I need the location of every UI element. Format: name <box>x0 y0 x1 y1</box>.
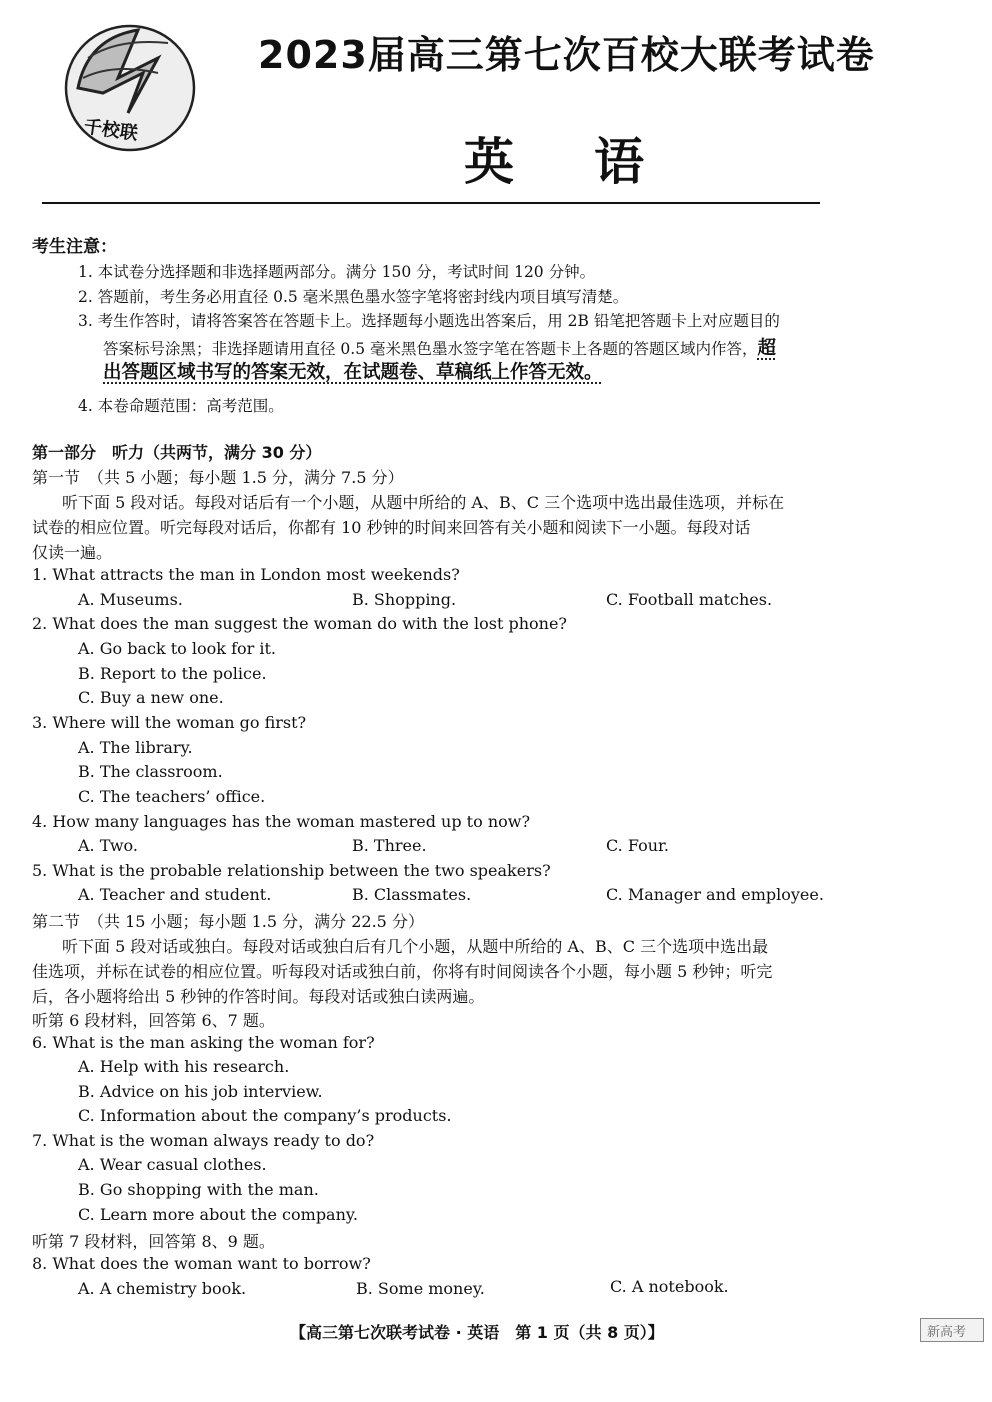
notice-item-3-line-1: 3. 考生作答时，请将答案答在答题卡上。选择题每小题选出答案后，用 2B 铅笔把答题卡上对应题目的 <box>78 312 780 330</box>
question-4-stem: 4. How many languages has the woman mastered up to now? <box>32 812 531 831</box>
question-6-option-a: A. Help with his research. <box>78 1057 290 1076</box>
question-2-option-a: A. Go back to look for it. <box>78 639 276 658</box>
question-3-option-c: C. The teachers’ office. <box>78 787 266 806</box>
subject-title: 英语 <box>464 133 724 191</box>
corner-stamp <box>920 1318 984 1342</box>
question-5-stem: 5. What is the probable relationship between the two speakers? <box>32 861 551 880</box>
question-7-option-b: B. Go shopping with the man. <box>78 1180 319 1199</box>
notice-item-1: 1. 本试卷分选择题和非选择题两部分。满分 150 分，考试时间 120 分钟。 <box>78 263 596 281</box>
question-4-option-b: B. Three. <box>352 836 427 855</box>
question-4-option-c: C. Four. <box>606 836 669 855</box>
question-7-option-a: A. Wear casual clothes. <box>78 1155 267 1174</box>
notice-item-2: 2. 答题前，考生务必用直径 0.5 毫米黑色墨水签字笔将密封线内项目填写清楚。 <box>78 288 629 306</box>
question-3-stem: 3. Where will the woman go first? <box>32 713 307 732</box>
question-3-option-b: B. The classroom. <box>78 762 223 781</box>
notice-heading: 考生注意： <box>32 237 117 257</box>
question-8-stem: 8. What does the woman want to borrow? <box>32 1254 371 1273</box>
question-5-option-c: C. Manager and employee. <box>606 885 824 904</box>
question-1-stem: 1. What attracts the man in London most weekends? <box>32 565 460 584</box>
corner-stamp-text: 新高考 <box>927 1325 967 1340</box>
exam-title: 2023届高三第七次百校大联考试卷 <box>258 33 875 77</box>
question-8-option-b: B. Some money. <box>356 1279 485 1298</box>
question-3-option-a: A. The library. <box>78 738 193 757</box>
logo-text: 千校联 <box>82 116 139 145</box>
section2-instruction-line-3: 后，各小题将给出 5 秒钟的作答时间。每段对话或独白读两遍。 <box>32 987 485 1006</box>
question-2-stem: 2. What does the man suggest the woman do with the lost phone? <box>32 614 567 633</box>
question-2-option-b: B. Report to the police. <box>78 664 267 683</box>
material-7-instruction: 听第 7 段材料，回答第 8、9 题。 <box>32 1232 275 1251</box>
material-6-instruction: 听第 6 段材料，回答第 6、7 题。 <box>32 1011 275 1030</box>
section2-instruction-line-2: 佳选项，并标在试卷的相应位置。听每段对话或独白前，你将有时间阅读各个小题，每小题 5 秒钟；听完 <box>32 962 773 981</box>
section2-instruction-line-1: 听下面 5 段对话或独白。每段对话或独白后有几个小题，从题中所给的 A、B、C 三个选项中选出最 <box>62 937 769 956</box>
section1-instruction-line-3: 仅读一遍。 <box>32 543 113 562</box>
part1-heading: 第一部分 听力（共两节，满分 30 分） <box>32 443 322 462</box>
question-5-option-b: B. Classmates. <box>352 885 472 904</box>
question-5-option-a: A. Teacher and student. <box>78 885 272 904</box>
question-7-stem: 7. What is the woman always ready to do? <box>32 1131 375 1150</box>
section2-heading: 第二节 （共 15 小题；每小题 1.5 分，满分 22.5 分） <box>32 912 424 931</box>
question-1-option-a: A. Museums. <box>78 590 183 609</box>
section1-instruction-line-1: 听下面 5 段对话。每段对话后有一个小题，从题中所给的 A、B、C 三个选项中选出最佳选项，并标在 <box>62 493 785 512</box>
question-6-option-b: B. Advice on his job interview. <box>78 1082 323 1101</box>
exam-logo <box>58 18 208 158</box>
section1-instruction-line-2: 试卷的相应位置。听完每段对话后，你都有 10 秒钟的时间来回答有关小题和阅读下一小题。每段对话 <box>32 518 751 537</box>
question-8-option-a: A. A chemistry book. <box>78 1279 247 1298</box>
title-divider <box>42 202 820 204</box>
notice-item-3-line-3: 出答题区域书写的答案无效，在试题卷、草稿纸上作答无效。 <box>103 362 603 383</box>
question-7-option-c: C. Learn more about the company. <box>78 1205 358 1224</box>
notice-item-3-emphasis-start: 超 <box>757 338 777 359</box>
question-8-option-c: C. A notebook. <box>610 1277 729 1296</box>
question-2-option-c: C. Buy a new one. <box>78 688 224 707</box>
notice-item-4: 4. 本卷命题范围：高考范围。 <box>78 397 284 415</box>
question-1-option-b: B. Shopping. <box>352 590 457 609</box>
notice-item-3-line-2 <box>103 334 776 360</box>
notice-item-3-line-2-text: 答案标号涂黑；非选择题请用直径 0.5 毫米黑色墨水签字笔在答题卡上各题的答题区域内作答， <box>103 340 758 358</box>
page-footer: 【高三第七次联考试卷 · 英语 第 1 页（共 8 页）】 <box>290 1323 664 1342</box>
question-6-option-c: C. Information about the company’s products. <box>78 1106 452 1125</box>
question-6-stem: 6. What is the man asking the woman for? <box>32 1033 375 1052</box>
section1-heading: 第一节 （共 5 小题；每小题 1.5 分，满分 7.5 分） <box>32 468 404 487</box>
question-1-option-c: C. Football matches. <box>606 590 773 609</box>
question-4-option-a: A. Two. <box>78 836 138 855</box>
